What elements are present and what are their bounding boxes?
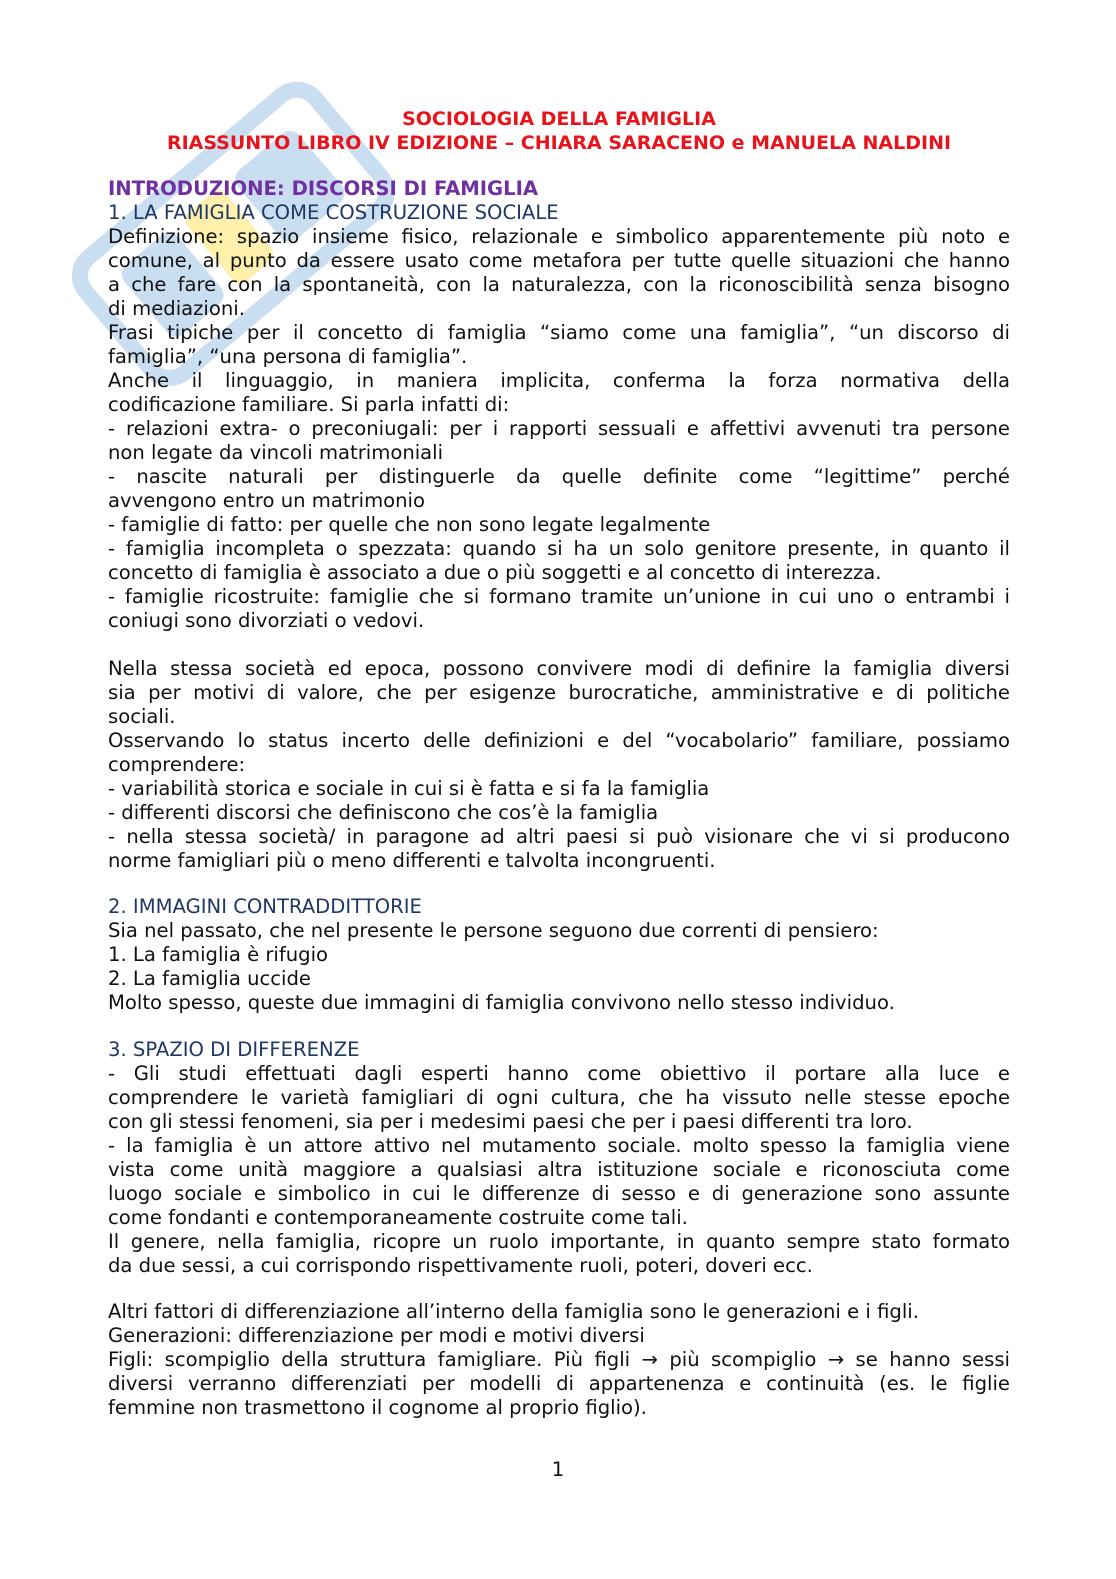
text-line: comune, al punto da essere usato come metafora per tutte quelle situazioni che hanno [108, 249, 1010, 272]
text-line: - nella stessa società/ in paragone ad altri paesi si può visionare che vi si producono [108, 825, 1010, 848]
text-line: sia per motivi di valore, che per esigenze burocratiche, amministrative e di politiche [108, 681, 1010, 704]
text-line: - famiglie ricostruite: famiglie che si formano tramite un’unione in cui uno o entrambi i [108, 585, 1010, 608]
text-line: comprendere le varietà famigliari di ogni cultura, che ha vissuto nelle stesse epoche [108, 1086, 1010, 1109]
text-line: - famiglia incompleta o spezzata: quando si ha un solo genitore presente, in quanto il [108, 537, 1010, 560]
text-line: vista come unità maggiore a qualsiasi altra istituzione sociale e riconosciuta come [108, 1158, 1010, 1181]
text-line: Osservando lo status incerto delle definizioni e del “vocabolario” familiare, possiamo [108, 729, 1010, 752]
text-line: 2. La famiglia uccide [108, 967, 311, 990]
text-line: con gli stessi fenomeni, sia per i medesimi paesi che per i paesi differenti tra loro. [108, 1110, 913, 1133]
text-line: sociali. [108, 705, 176, 728]
text-line: come fondanti e contemporaneamente costruite come tali. [108, 1206, 688, 1229]
text-line: - famiglie di fatto: per quelle che non sono legate legalmente [108, 513, 711, 536]
text-line: Altri fattori di differenziazione all’interno della famiglia sono le generazioni e i figli. [108, 1300, 919, 1323]
text-line: - nascite naturali per distinguerle da quelle definite come “legittime” perché [108, 465, 1010, 488]
text-line: Definizione: spazio insieme fisico, relazionale e simbolico apparentemente più noto e [108, 225, 1010, 248]
text-line: da due sessi, a cui corrispondo rispettivamente ruoli, poteri, doveri ecc. [108, 1254, 813, 1277]
text-line: Anche il linguaggio, in maniera implicita, conferma la forza normativa della [108, 369, 1010, 392]
document-title: SOCIOLOGIA DELLA FAMIGLIA [402, 108, 716, 130]
text-line: 1. La famiglia è rifugio [108, 943, 329, 966]
section-heading: 1. LA FAMIGLIA COME COSTRUZIONE SOCIALE [108, 201, 559, 224]
section-heading: 3. SPAZIO DI DIFFERENZE [108, 1038, 360, 1061]
text-line: famiglia”, “una persona di famiglia”. [108, 345, 468, 368]
text-line: - variabilità storica e sociale in cui si è fatta e si fa la famiglia [108, 777, 710, 800]
text-line: norme famigliari più o meno differenti e talvolta incongruenti. [108, 849, 716, 872]
document-subtitle: RIASSUNTO LIBRO IV EDIZIONE – CHIARA SARACENO e MANUELA NALDINI [166, 132, 952, 154]
text-line: Molto spesso, queste due immagini di famiglia convivono nello stesso individuo. [108, 991, 895, 1014]
text-line: - Gli studi effettuati dagli esperti hanno come obiettivo il portare alla luce e [108, 1062, 1010, 1085]
text-line: - differenti discorsi che definiscono che cos’è la famiglia [108, 801, 659, 824]
text-line: luogo sociale e simbolico in cui le differenze di sesso e di generazione sono assunte [108, 1182, 1010, 1205]
text-line: Nella stessa società ed epoca, possono convivere modi di definire la famiglia diversi [108, 657, 1010, 680]
text-line: - la famiglia è un attore attivo nel mutamento sociale. molto spesso la famiglia viene [108, 1134, 1010, 1157]
text-line: codificazione familiare. Si parla infatti di: [108, 393, 510, 416]
intro-heading: INTRODUZIONE: DISCORSI DI FAMIGLIA [108, 177, 539, 200]
text-line: diversi verranno differenziati per modelli di appartenenza e continuità (es. le figlie [108, 1372, 1010, 1395]
page-number: 1 [551, 1458, 565, 1481]
section-heading: 2. IMMAGINI CONTRADDITTORIE [108, 895, 422, 918]
text-line: Frasi tipiche per il concetto di famiglia “siamo come una famiglia”, “un discorso di [108, 321, 1010, 344]
text-line: Il genere, nella famiglia, ricopre un ruolo importante, in quanto sempre stato formato [108, 1230, 1010, 1253]
text-line: concetto di famiglia è associato a due o più soggetti e al concetto di interezza. [108, 561, 882, 584]
text-line: Generazioni: differenziazione per modi e motivi diversi [108, 1324, 645, 1347]
text-line: coniugi sono divorziati o vedovi. [108, 609, 425, 632]
text-line: comprendere: [108, 753, 246, 776]
text-line: a che fare con la spontaneità, con la naturalezza, con la riconoscibilità senza bisogno [108, 273, 1010, 296]
text-line: femmine non trasmettono il cognome al proprio figlio). [108, 1396, 647, 1419]
text-line: di mediazioni. [108, 297, 245, 320]
text-line: Sia nel passato, che nel presente le persone seguono due correnti di pensiero: [108, 919, 879, 942]
text-line: - relazioni extra- o preconiugali: per i rapporti sessuali e affettivi avvenuti tra persone [108, 417, 1010, 440]
text-line: non legate da vincoli matrimoniali [108, 441, 444, 464]
text-line: Figli: scompiglio della struttura famigliare. Più figli → più scompiglio → se hanno sessi [108, 1348, 1010, 1371]
text-line: avvengono entro un matrimonio [108, 489, 425, 512]
